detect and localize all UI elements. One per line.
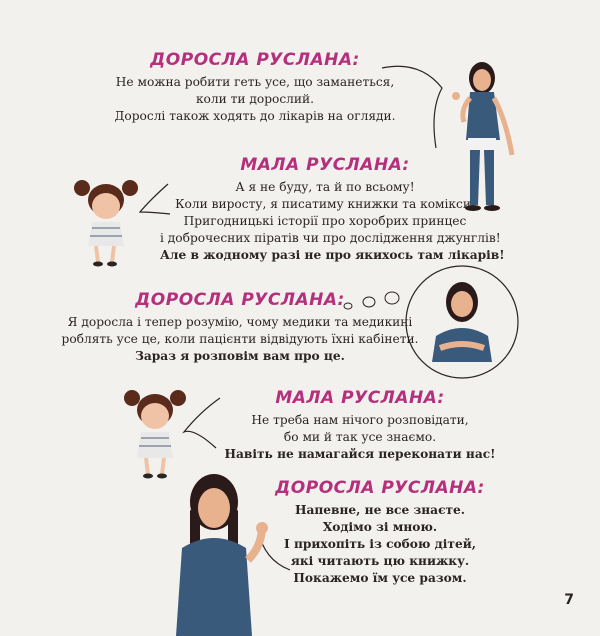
dialogue-line: Дорослі також ходять до лікарів на огляди.: [114, 109, 396, 123]
dialogue-line: Пригодницькі історії про хоробрих принцес: [183, 214, 467, 228]
speaker-label: ДОРОСЛА РУСЛАНА:: [275, 478, 485, 498]
dialogue-line: Напевне, не все знаєте.: [294, 503, 466, 517]
dialogue-line: Не можна робити геть усе, що заманеться,: [115, 75, 395, 89]
dialogue-line: Покажемо їм усе разом.: [293, 571, 467, 585]
dialogue-line: коли ти дорослий.: [195, 92, 315, 106]
dialogue-block-5: [270, 478, 490, 587]
dialogue-block-3: [40, 290, 440, 365]
little-ruslana-2-illustration: [124, 390, 186, 479]
page-number: 7: [564, 592, 574, 608]
dialogue-block-2: [160, 155, 505, 264]
dialogue-line: Не треба нам нічого розповідати,: [251, 413, 469, 427]
dialogue-line: роблять усе це, коли пацієнти відвідують їхні кабінети.: [61, 332, 419, 346]
dialogue-line: Ходімо зі мною.: [322, 520, 438, 534]
dialogue-line: І прихопіть із собою дітей,: [284, 537, 476, 551]
dialogue-line: Я доросла і тепер розумію, чому медики та медикині: [67, 315, 413, 329]
dialogue-block-1: [60, 50, 450, 125]
dialogue-line: Навіть не намагайся переконати нас!: [224, 447, 496, 461]
dialogue-line: Коли виросту, я писатиму книжки та комікси.: [175, 197, 475, 211]
dialogue-line: А я не буду, та й по всьому!: [235, 180, 415, 194]
dialogue-line: бо ми й так усе знаємо.: [283, 430, 437, 444]
dialogue-line: і доброчесних піратів чи про дослідження джунглів!: [160, 231, 501, 245]
speaker-label: МАЛА РУСЛАНА:: [240, 155, 410, 175]
speaker-label: ДОРОСЛА РУСЛАНА:: [135, 290, 345, 310]
speaker-label: МАЛА РУСЛАНА:: [275, 388, 445, 408]
speaker-label: ДОРОСЛА РУСЛАНА:: [150, 50, 360, 70]
dialogue-line: Але в жодному разі не про якихось там лікарів!: [160, 248, 505, 262]
dialogue-line: Зараз я розповім вам про це.: [135, 349, 345, 363]
dialogue-line: які читають цю книжку.: [290, 554, 470, 568]
dialogue-block-4: [215, 388, 505, 463]
little-ruslana-1-illustration: [74, 180, 138, 267]
adult-ruslana-bottom-illustration: [176, 474, 268, 636]
